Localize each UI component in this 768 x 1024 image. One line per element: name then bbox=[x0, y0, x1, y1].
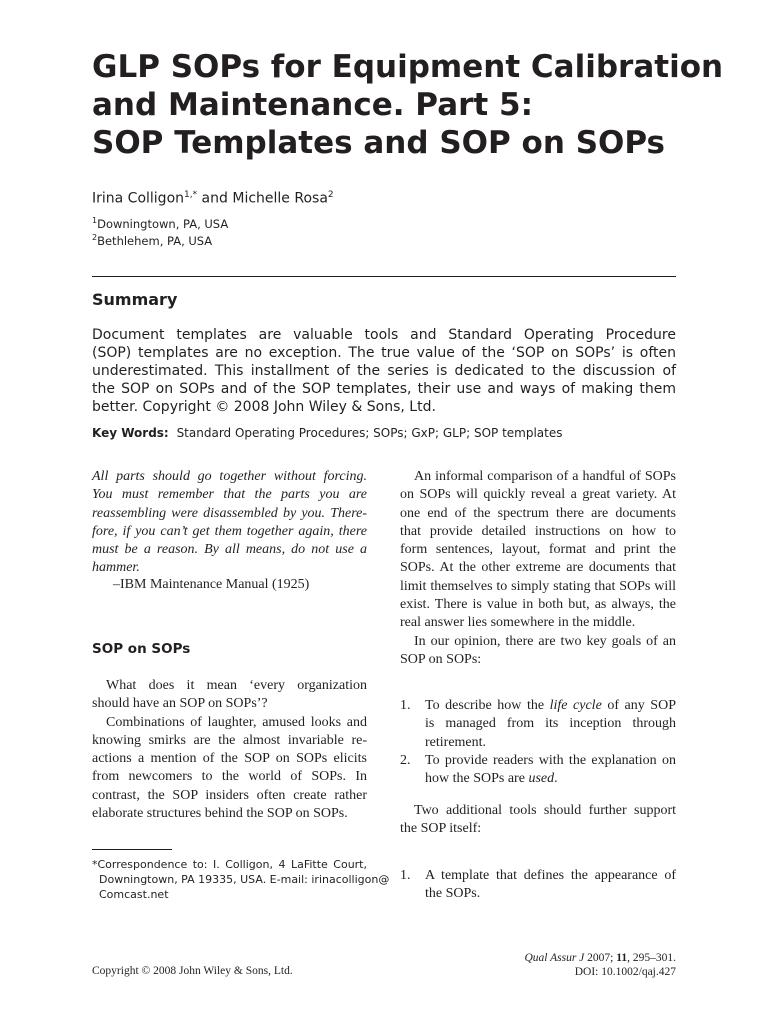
section-body bbox=[92, 677, 367, 823]
author-list bbox=[92, 190, 334, 207]
body-line: contrast, the SOP insiders often create rather bbox=[92, 787, 367, 803]
body-line: SOP on SOPs: bbox=[400, 651, 482, 667]
goals-list bbox=[400, 697, 676, 788]
author-affiliation-mark: 1,* bbox=[184, 190, 198, 200]
summary-line: underestimated. This installment of the series is dedicated to the discussion of bbox=[92, 363, 676, 379]
list-line bbox=[425, 770, 676, 788]
title-line-2: and Maintenance. Part 5: bbox=[92, 87, 533, 123]
list-line: A template that defines the appearance of bbox=[425, 868, 676, 883]
list-number: 1. bbox=[400, 698, 411, 713]
keywords-label: Key Words: bbox=[92, 426, 169, 440]
emphasis: life cycle bbox=[549, 698, 602, 713]
body-line: exist. There is value in both but, as always, the bbox=[400, 597, 676, 613]
journal-name: Qual Assur J bbox=[524, 952, 585, 964]
body-line: An informal comparison of a handful of SOPs bbox=[414, 469, 676, 484]
author-conjunction: and bbox=[197, 190, 233, 207]
body-line: the SOP itself: bbox=[400, 821, 482, 837]
epigraph-line: fore, if you can’t get them together again, there bbox=[92, 523, 367, 539]
right-column bbox=[400, 468, 676, 669]
list-line: the SOPs. bbox=[425, 886, 481, 902]
copyright-notice: Copyright © 2008 John Wiley & Sons, Ltd. bbox=[92, 965, 293, 977]
summary-line: the SOP on SOPs and of the SOP templates, their use and ways of making them bbox=[92, 381, 676, 397]
list-item bbox=[400, 752, 676, 789]
keywords bbox=[92, 426, 562, 440]
affiliation bbox=[92, 216, 228, 231]
summary-text bbox=[92, 326, 676, 416]
journal-citation bbox=[524, 951, 676, 979]
body-line: actions a mention of the SOP on SOPs elicits bbox=[92, 751, 367, 767]
paragraph bbox=[400, 468, 676, 633]
paper-title bbox=[92, 48, 724, 162]
list-line bbox=[425, 697, 676, 715]
citation-line bbox=[524, 951, 676, 965]
summary-line: better. Copyright © 2008 John Wiley & Sons, Ltd. bbox=[92, 399, 436, 415]
summary-line: (SOP) templates are no exception. The true value of the ‘SOP on SOPs’ is often bbox=[92, 345, 676, 361]
epigraph-line: hammer. bbox=[92, 560, 140, 576]
author-name: Michelle Rosa bbox=[232, 190, 328, 207]
list-line: is managed from its inception through bbox=[425, 716, 676, 732]
summary-heading: Summary bbox=[92, 290, 178, 309]
list-item bbox=[400, 867, 676, 904]
footnote-line: Downingtown, PA 19335, USA. E-mail: irinacolligon@ bbox=[99, 873, 390, 886]
footnote-line: *Correspondence to: I. Colligon, 4 LaFitte Court, bbox=[92, 858, 367, 871]
paragraph bbox=[400, 802, 676, 839]
author-name: Irina Colligon bbox=[92, 190, 185, 207]
journal-pages: , 295–301. bbox=[627, 952, 676, 964]
body-line: Two additional tools should further support bbox=[414, 803, 676, 818]
text-run: . bbox=[554, 771, 558, 787]
body-line: limit themselves to simply stating that SOPs will bbox=[400, 578, 676, 594]
body-line: SOPs. At the other extreme are documents that bbox=[400, 560, 676, 576]
body-line: elaborate structures behind the SOP on SOPs. bbox=[92, 806, 348, 822]
footnote-line: Comcast.net bbox=[99, 888, 169, 901]
journal-volume: 11 bbox=[616, 952, 628, 964]
correspondence-footnote bbox=[92, 857, 390, 902]
affiliation-text: Bethlehem, PA, USA bbox=[97, 233, 213, 248]
epigraph bbox=[92, 468, 367, 578]
body-line: on SOPs will quickly reveal a great variety. At bbox=[400, 487, 676, 503]
emphasis: used bbox=[528, 771, 555, 787]
body-line: from newcomers to the world of SOPs. In bbox=[92, 769, 367, 785]
affiliation-mark: 1 bbox=[92, 216, 98, 225]
text-run: how the SOPs are bbox=[425, 771, 529, 787]
footnote-divider bbox=[92, 849, 172, 850]
journal-year: 2007; bbox=[584, 952, 617, 964]
summary-line: Document templates are valuable tools and Standard Operating Procedure bbox=[92, 327, 676, 343]
text-run: of any SOP bbox=[601, 698, 676, 713]
affiliation bbox=[92, 233, 212, 248]
body-line: In our opinion, there are two key goals of an bbox=[414, 633, 676, 649]
keywords-text: Standard Operating Procedures; SOPs; GxP; GLP; SOP templates bbox=[176, 426, 563, 440]
epigraph-line: must be a reason. By all means, do not use a bbox=[92, 542, 367, 558]
list-line: retirement. bbox=[425, 734, 487, 750]
body-line: that provide detailed instructions on how to bbox=[400, 523, 676, 539]
epigraph-line: You must remember that the parts you are bbox=[92, 487, 367, 503]
paragraph bbox=[400, 633, 676, 670]
body-line: form sentences, layout, format and print the bbox=[400, 542, 676, 558]
title-line-1: GLP SOPs for Equipment Calibration bbox=[92, 49, 724, 85]
list-number: 1. bbox=[400, 868, 411, 883]
body-line: should have an SOP on SOPs’? bbox=[92, 696, 268, 712]
list-item bbox=[400, 697, 676, 752]
body-line: Combinations of laughter, amused looks and bbox=[106, 714, 367, 730]
author-affiliation-mark: 2 bbox=[327, 190, 334, 200]
header-divider bbox=[92, 276, 676, 277]
tools-list bbox=[400, 867, 676, 904]
affiliation-text: Downingtown, PA, USA bbox=[97, 216, 229, 231]
section-heading: SOP on SOPs bbox=[92, 641, 191, 657]
epigraph-source: –IBM Maintenance Manual (1925) bbox=[113, 577, 310, 592]
title-line-3: SOP Templates and SOP on SOPs bbox=[92, 125, 666, 161]
epigraph-line: reassembling were disassembled by you. There- bbox=[92, 505, 367, 521]
list-line: To provide readers with the explanation on bbox=[425, 752, 676, 768]
epigraph-line: All parts should go together without forcing. bbox=[92, 469, 367, 484]
body-line: knowing smirks are the almost invariable re- bbox=[92, 732, 367, 748]
list-number: 2. bbox=[400, 752, 411, 768]
body-line: one end of the spectrum there are documents bbox=[400, 505, 676, 521]
body-line: What does it mean ‘every organization bbox=[106, 678, 367, 693]
body-line: real answer lies somewhere in the middle. bbox=[400, 615, 636, 631]
affiliation-mark: 2 bbox=[92, 233, 98, 242]
text-run: To describe how the bbox=[425, 698, 550, 713]
doi: DOI: 10.1002/qaj.427 bbox=[574, 966, 676, 978]
